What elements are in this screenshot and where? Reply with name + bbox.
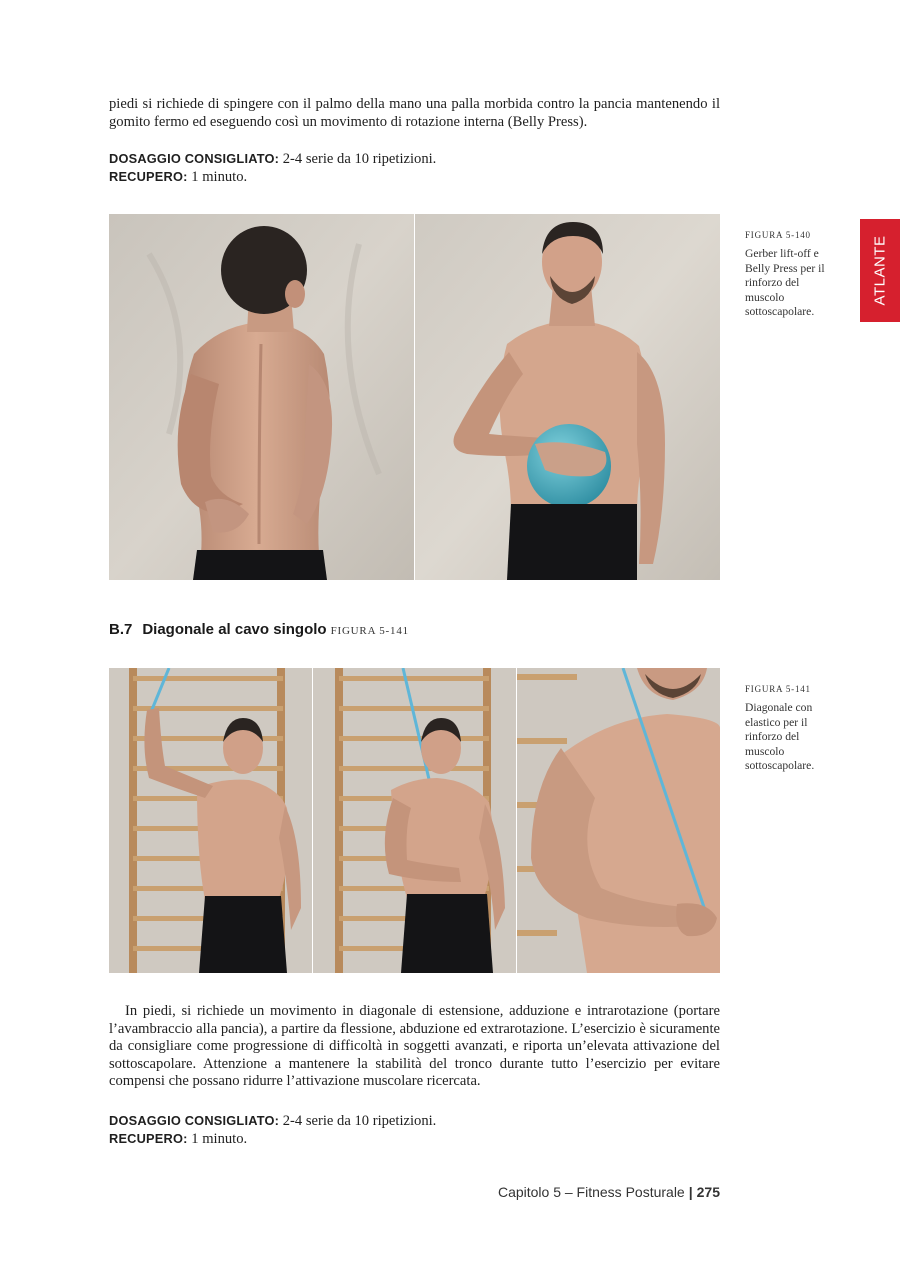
- recovery-label: RECUPERO:: [109, 1131, 188, 1146]
- figure-caption-text: Gerber lift-off e Belly Press per il rinforzo del muscolo sottoscapolare.: [745, 247, 825, 319]
- body-paragraph: [109, 1003, 720, 1091]
- section-number: B.7: [109, 621, 133, 638]
- section-heading: [109, 621, 720, 638]
- photo-diagonal-start: [109, 668, 312, 973]
- dosage-block-1: [109, 150, 720, 186]
- section-title: Diagonale al cavo singolo: [142, 621, 327, 638]
- page-number: 275: [696, 1184, 720, 1200]
- chapter-title: Capitolo 5 – Fitness Posturale: [497, 1184, 685, 1200]
- footer-separator: |: [688, 1184, 693, 1200]
- figure-caption-text: Diagonale con elastico per il rinforzo del muscolo sottoscapolare.: [745, 701, 815, 773]
- recovery-line: [109, 1130, 720, 1148]
- intro-text: piedi si richiede di spingere con il palmo della mano una palla morbida contro la pancia mantenendo il gomito fermo ed eseguendo così un movimento di rotazione interna (Belly Press).: [109, 96, 720, 130]
- figure-label: FIGURA 5-140: [745, 230, 811, 240]
- dosage-label: DOSAGGIO CONSIGLIATO:: [109, 151, 280, 166]
- recovery-label: RECUPERO:: [109, 169, 188, 184]
- dosage-line: [109, 1112, 720, 1130]
- dosage-line: [109, 150, 720, 168]
- figure-label: FIGURA 5-141: [745, 684, 811, 694]
- figure-caption-5-140: [745, 228, 835, 319]
- section-tab-atlante: [860, 219, 900, 322]
- photo-belly-press: [415, 214, 720, 580]
- dosage-value: 2-4 serie da 10 ripetizioni.: [279, 1113, 437, 1129]
- section-figure-ref: FIGURA 5-141: [330, 625, 409, 637]
- recovery-value: 1 minuto.: [187, 169, 248, 185]
- photo-diagonal-end: [313, 668, 516, 973]
- dosage-label: DOSAGGIO CONSIGLIATO:: [109, 1113, 280, 1128]
- intro-paragraph: [109, 96, 720, 131]
- dosage-block-2: [109, 1112, 720, 1148]
- figure-caption-5-141: [745, 682, 835, 773]
- section-tab-label: ATLANTE: [871, 235, 889, 306]
- recovery-line: [109, 168, 720, 186]
- recovery-value: 1 minuto.: [187, 1131, 248, 1147]
- page-footer: [498, 1184, 720, 1200]
- dosage-value: 2-4 serie da 10 ripetizioni.: [279, 151, 437, 167]
- body-text: In piedi, si richiede un movimento in diagonale di estensione, adduzione e intrarotazione (portare l’avambraccio alla pancia), a partire da flessione, abduzione ed extrarotazione. L’esercizio è sicuramente da consigliare come progressione di difficoltà in soggetti avanzati, e riporta un’elevata attivazione del sottoscapolare. Attenzione a mantenere la stabilità del tronco durante tutto l’esercizio per evitare compensi che possano ridurre l’attivazione muscolare ricercata.: [109, 1003, 720, 1090]
- photo-diagonal-closeup: [517, 668, 720, 973]
- photo-gerber-lift-off: [109, 214, 414, 580]
